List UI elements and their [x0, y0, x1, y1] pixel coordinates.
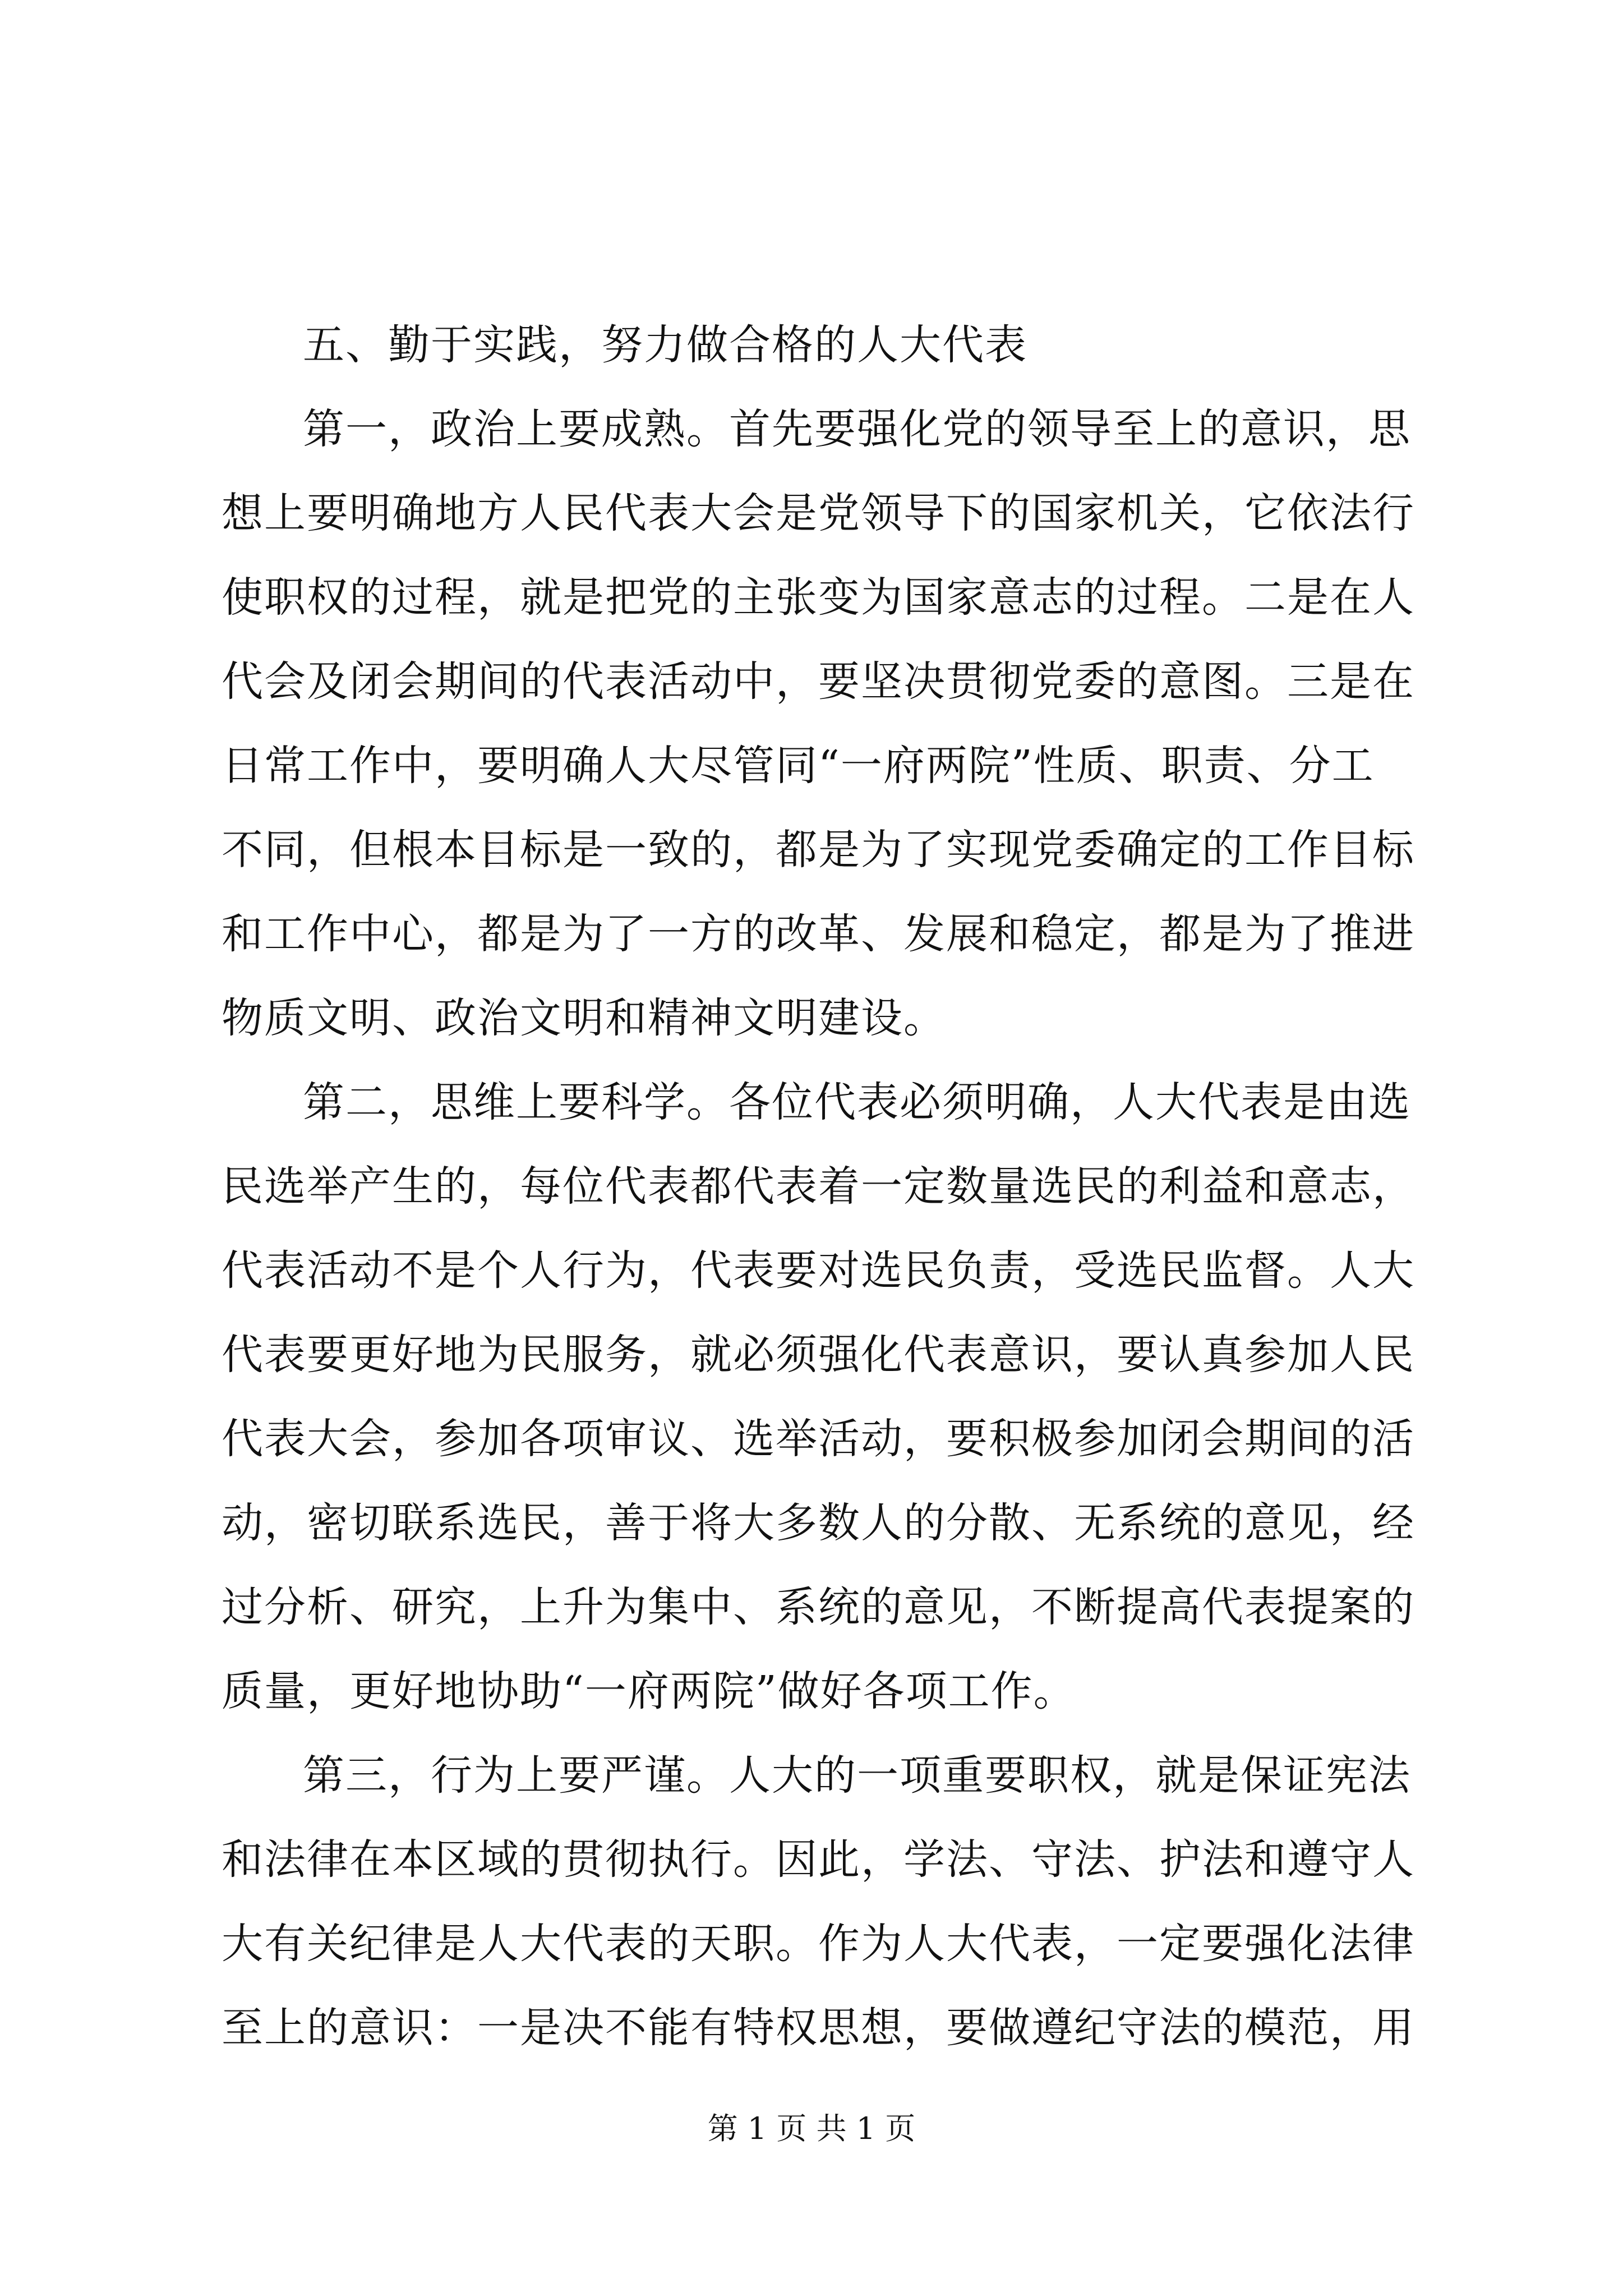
text-line: 物质文明、政治文明和精神文明建设。: [222, 994, 946, 1042]
text-line: 日常工作中，要明确人大尽管同“一府两院”性质、职责、分工: [222, 742, 1375, 790]
text-line: 想上要明确地方人民代表大会是党领导下的国家机关，它依法行: [222, 489, 1415, 537]
text-line: 代表大会，参加各项审议、选举活动，要积极参加闭会期间的活: [222, 1415, 1415, 1463]
text-line: 和工作中心，都是为了一方的改革、发展和稳定，都是为了推进: [222, 910, 1415, 958]
document-body: [222, 303, 1416, 2070]
text-line: 代表要更好地为民服务，就必须强化代表意识，要认真参加人民: [222, 1331, 1415, 1379]
text-line: 第二，思维上要科学。各位代表必须明确，人大代表是由选: [303, 1078, 1411, 1126]
text-line: 不同，但根本目标是一致的，都是为了实现党委确定的工作目标: [222, 826, 1415, 874]
text-line: 过分析、研究，上升为集中、系统的意见，不断提高代表提案的: [222, 1583, 1415, 1631]
text-line: 第一，政治上要成熟。首先要强化党的领导至上的意识，思: [303, 405, 1411, 453]
text-line: 动，密切联系选民，善于将大多数人的分散、无系统的意见，经: [222, 1499, 1415, 1547]
text-line: 民选举产生的，每位代表都代表着一定数量选民的利益和意志，: [222, 1162, 1415, 1211]
text-line: 使职权的过程，就是把党的主张变为国家意志的过程。二是在人: [222, 573, 1415, 622]
text-line: 大有关纪律是人大代表的天职。作为人大代表，一定要强化法律: [222, 1920, 1415, 1968]
text-line: 代会及闭会期间的代表活动中，要坚决贯彻党委的意图。三是在: [222, 657, 1415, 706]
text-line: 至上的意识：一是决不能有特权思想，要做遵纪守法的模范，用: [222, 2004, 1415, 2052]
text-line: 代表活动不是个人行为，代表要对选民负责，受选民监督。人大: [222, 1246, 1415, 1295]
text-line: 和法律在本区域的贯彻执行。因此，学法、守法、护法和遵守人: [222, 1835, 1415, 1884]
text-line: 质量，更好地协助“一府两院”做好各项工作。: [222, 1667, 1076, 1715]
text-line: 第三，行为上要严谨。人大的一项重要职权，就是保证宪法: [303, 1751, 1411, 1800]
page-footer: 第 1 页 共 1 页: [707, 2111, 916, 2146]
text-line: 五、勤于实践，努力做合格的人大代表: [303, 321, 1027, 369]
